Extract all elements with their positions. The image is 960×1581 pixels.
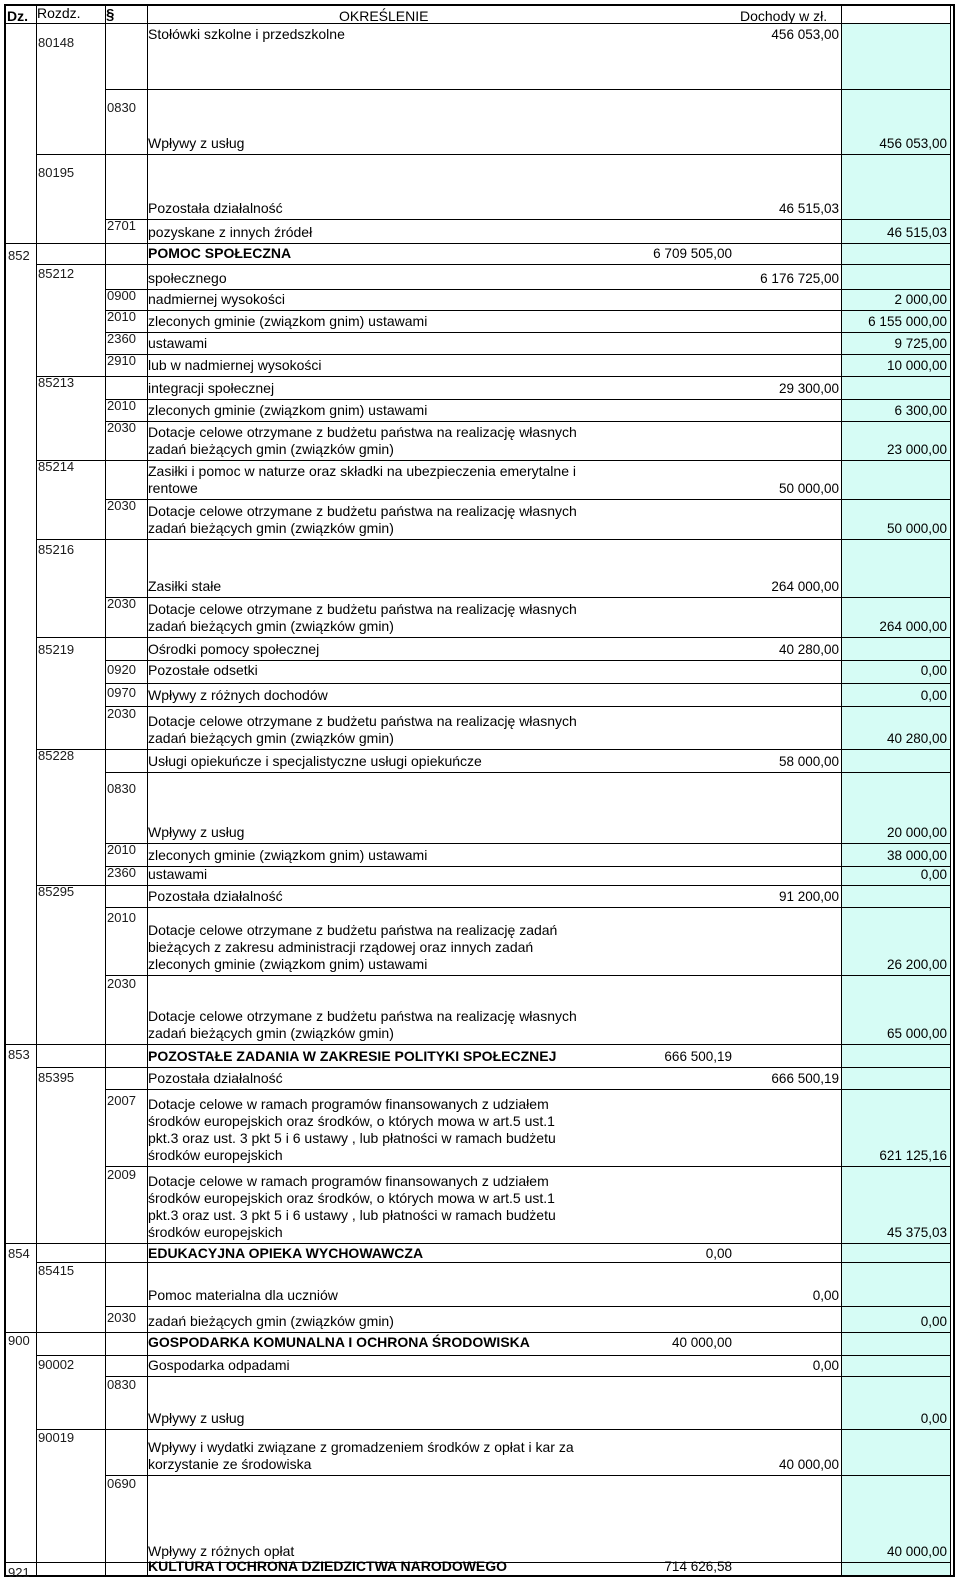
row-description: Zasiłki i pomoc w naturze oraz składki na ubezpieczenia emerytalne i <box>148 463 576 479</box>
row-code: 0690 <box>107 1476 136 1491</box>
row-description: pkt.3 oraz ust. 3 pkt 5 i 6 ustawy , lub płatności w ramach budżetu <box>148 1130 556 1146</box>
header-okreslenie: OKREŚLENIE <box>339 8 429 24</box>
row-description-overflow <box>148 330 443 336</box>
row-description: Wpływy z różnych opłat <box>148 1543 295 1559</box>
row-description: Wpływy z usług <box>148 824 245 840</box>
row-description-overflow <box>148 286 443 292</box>
row-description: zadań bieżących gmin (związków gmin) <box>148 730 394 746</box>
row-code: 921 <box>8 1565 30 1580</box>
row-code: 2010 <box>107 309 136 324</box>
row-description: Wpływy z usług <box>148 135 245 151</box>
row-description: ustawami <box>148 866 208 882</box>
row-description: POZOSTAŁE ZADANIA W ZAKRESIE POLITYKI SPOŁECZNEJ <box>148 1048 557 1064</box>
row-description: pkt.3 oraz ust. 3 pkt 5 i 6 ustawy , lub płatności w ramach budżetu <box>148 1207 556 1223</box>
row-amount: 0,00 <box>920 1314 947 1329</box>
row-description: Pozostała działalność <box>148 200 283 216</box>
header-paragraph: § <box>106 6 115 23</box>
row-code: 85213 <box>38 375 75 390</box>
row-description-overflow <box>148 397 443 403</box>
row-code: 90019 <box>38 1430 75 1445</box>
row-description: Dotacje celowe otrzymane z budżetu państwa na realizację własnych <box>148 601 577 617</box>
row-description: Wpływy z usług <box>148 1410 245 1426</box>
row-description: nadmiernej wysokości <box>148 291 285 307</box>
row-amount: 45 375,03 <box>886 1225 947 1240</box>
row-code: 852 <box>8 248 30 263</box>
row-description: środków europejskich <box>148 1224 283 1240</box>
row-amount: 6 709 505,00 <box>653 246 732 261</box>
row-description-overflow <box>148 352 443 358</box>
row-code: 85395 <box>38 1070 75 1085</box>
row-code: 85295 <box>38 884 75 899</box>
row-code: 80148 <box>38 35 75 50</box>
row-amount: 46 515,03 <box>778 201 839 216</box>
row-code: 85216 <box>38 542 75 557</box>
row-code: 2360 <box>107 331 136 346</box>
row-code: 90002 <box>38 1357 75 1372</box>
row-description: Gospodarka odpadami <box>148 1357 290 1373</box>
row-description: integracji społecznej <box>148 380 275 396</box>
row-description: zadań bieżących gmin (związków gmin) <box>148 1313 394 1329</box>
row-description: środków europejskich oraz środków, o których mowa w art.5 ust.1 <box>148 1113 555 1129</box>
row-description: GOSPODARKA KOMUNALNA I OCHRONA ŚRODOWISKA <box>148 1334 530 1350</box>
row-description: KULTURA I OCHRONA DZIEDZICTWA NARODOWEGO <box>148 1558 508 1574</box>
row-description: zadań bieżących gmin (związków gmin) <box>148 618 394 634</box>
row-description: EDUKACYJNA OPIEKA WYCHOWAWCZA <box>148 1245 424 1261</box>
row-description: Dotacje celowe otrzymane z budżetu państwa na realizację zadań <box>148 922 558 938</box>
row-description-overflow <box>148 265 443 271</box>
row-code: 0830 <box>107 781 136 796</box>
row-amount: 6 176 725,00 <box>760 271 839 286</box>
row-description: Dotacje celowe otrzymane z budżetu państwa na realizację własnych <box>148 424 577 440</box>
row-amount: 456 053,00 <box>771 27 839 42</box>
row-amount: 50 000,00 <box>778 481 839 496</box>
row-amount: 26 200,00 <box>886 957 947 972</box>
row-code: 0830 <box>107 100 136 115</box>
row-amount: 264 000,00 <box>879 619 947 634</box>
row-amount: 9 725,00 <box>894 336 947 351</box>
row-amount: 666 500,19 <box>664 1049 732 1064</box>
row-amount: 0,00 <box>920 867 947 882</box>
row-code: 2030 <box>107 420 136 435</box>
row-description: lub w nadmiernej wysokości <box>148 357 322 373</box>
row-code: 85219 <box>38 642 75 657</box>
row-amount: 38 000,00 <box>886 848 947 863</box>
row-code: 2030 <box>107 706 136 721</box>
row-code: 853 <box>8 1047 30 1062</box>
row-amount: 0,00 <box>920 1411 947 1426</box>
row-code: 2010 <box>107 910 136 925</box>
row-amount: 40 000,00 <box>671 1335 732 1350</box>
row-code: 85415 <box>38 1263 75 1278</box>
row-description-overflow <box>148 819 443 825</box>
row-code: 2030 <box>107 498 136 513</box>
row-description: pozyskane z innych źródeł <box>148 224 313 240</box>
row-amount: 0,00 <box>812 1288 839 1303</box>
row-description: Wpływy z różnych dochodów <box>148 687 328 703</box>
row-amount: 91 200,00 <box>778 889 839 904</box>
row-code: 2030 <box>107 596 136 611</box>
row-description: zadań bieżących gmin (związków gmin) <box>148 1025 394 1041</box>
row-amount: 6 300,00 <box>894 403 947 418</box>
row-description: korzystanie ze środowiska <box>148 1456 312 1472</box>
row-description: bieżących z zakresu administracji rządowej oraz innych zadań <box>148 939 534 955</box>
row-amount: 40 280,00 <box>886 731 947 746</box>
row-amount: 0,00 <box>920 688 947 703</box>
row-code: 2030 <box>107 1310 136 1325</box>
row-amount: 666 500,19 <box>771 1071 839 1086</box>
row-description-overflow <box>148 842 443 848</box>
row-description: zadań bieżących gmin (związków gmin) <box>148 441 394 457</box>
row-description: Wpływy i wydatki związane z gromadzeniem środków z opłat i kar za <box>148 1439 574 1455</box>
row-amount: 456 053,00 <box>879 136 947 151</box>
row-description: Dotacje celowe otrzymane z budżetu państwa na realizację własnych <box>148 1008 577 1024</box>
row-code: 80195 <box>38 165 75 180</box>
row-amount: 10 000,00 <box>886 358 947 373</box>
row-code: 0900 <box>107 288 136 303</box>
row-amount: 714 626,58 <box>664 1559 732 1574</box>
row-code: 85228 <box>38 748 75 763</box>
row-description-overflow <box>148 375 443 381</box>
row-description: Zasiłki stałe <box>148 578 222 594</box>
header-dochody: Dochody w zł. <box>740 8 828 24</box>
row-description-overflow <box>148 1308 443 1314</box>
row-description: Pomoc materialna dla uczniów <box>148 1287 338 1303</box>
row-description-overflow <box>148 219 443 225</box>
row-amount: 40 000,00 <box>886 1544 947 1559</box>
row-description: zleconych gminie (związkom gnim) ustawami <box>148 402 428 418</box>
row-description: Dotacje celowe otrzymane z budżetu państwa na realizację własnych <box>148 713 577 729</box>
row-code: 2030 <box>107 976 136 991</box>
row-code: 2007 <box>107 1093 136 1108</box>
row-amount: 58 000,00 <box>778 754 839 769</box>
row-description: Dotacje celowe otrzymane z budżetu państwa na realizację własnych <box>148 503 577 519</box>
row-description: Dotacje celowe w ramach programów finansowanych z udziałem <box>148 1173 549 1189</box>
row-amount: 40 280,00 <box>778 642 839 657</box>
row-code: 2701 <box>107 218 136 233</box>
row-code: 854 <box>8 1246 30 1261</box>
row-amount: 6 155 000,00 <box>868 314 947 329</box>
row-code: 0830 <box>107 1377 136 1392</box>
row-code: 2010 <box>107 842 136 857</box>
row-description: rentowe <box>148 480 198 496</box>
row-description: zleconych gminie (związkom gnim) ustawami <box>148 956 428 972</box>
header-dz: Dz. <box>7 8 28 24</box>
row-description: Stołówki szkolne i przedszkolne <box>148 26 345 42</box>
row-amount: 46 515,03 <box>886 225 947 240</box>
row-amount: 2 000,00 <box>894 292 947 307</box>
row-code: 2009 <box>107 1167 136 1182</box>
row-description: Pozostałe odsetki <box>148 662 258 678</box>
row-amount: 0,00 <box>812 1358 839 1373</box>
row-amount: 29 300,00 <box>778 381 839 396</box>
row-amount: 264 000,00 <box>771 579 839 594</box>
row-description: Dotacje celowe w ramach programów finansowanych z udziałem <box>148 1096 549 1112</box>
row-description: ustawami <box>148 335 208 351</box>
row-amount: 40 000,00 <box>778 1457 839 1472</box>
row-code: 900 <box>8 1333 30 1348</box>
row-amount: 0,00 <box>705 1246 732 1261</box>
row-description: zadań bieżących gmin (związków gmin) <box>148 520 394 536</box>
row-code: 2360 <box>107 865 136 880</box>
row-description: środków europejskich <box>148 1147 283 1163</box>
row-amount: 65 000,00 <box>886 1026 947 1041</box>
row-description: społecznego <box>148 270 227 286</box>
row-description: zleconych gminie (związkom gnim) ustawami <box>148 847 428 863</box>
row-description-overflow <box>148 308 443 314</box>
row-amount: 0,00 <box>920 663 947 678</box>
row-amount: 23 000,00 <box>886 442 947 457</box>
row-code: 2910 <box>107 353 136 368</box>
row-code: 0970 <box>107 685 136 700</box>
row-description: Pozostała działalność <box>148 1070 283 1086</box>
row-amount: 621 125,16 <box>879 1148 947 1163</box>
row-code: 0920 <box>107 662 136 677</box>
row-description: POMOC SPOŁECZNA <box>148 245 292 261</box>
row-code: 85212 <box>38 266 75 281</box>
row-amount: 50 000,00 <box>886 521 947 536</box>
row-description: Usługi opiekuńcze i specjalistyczne usługi opiekuńcze <box>148 753 482 769</box>
row-description: Ośrodki pomocy społecznej <box>148 641 320 657</box>
row-description: środków europejskich oraz środków, o których mowa w art.5 ust.1 <box>148 1190 555 1206</box>
row-description: zleconych gminie (związkom gnim) ustawami <box>148 313 428 329</box>
row-description: Pozostała działalność <box>148 888 283 904</box>
header-rozdz: Rozdz. <box>37 5 81 21</box>
row-amount: 20 000,00 <box>886 825 947 840</box>
row-code: 2010 <box>107 398 136 413</box>
row-code: 85214 <box>38 459 75 474</box>
